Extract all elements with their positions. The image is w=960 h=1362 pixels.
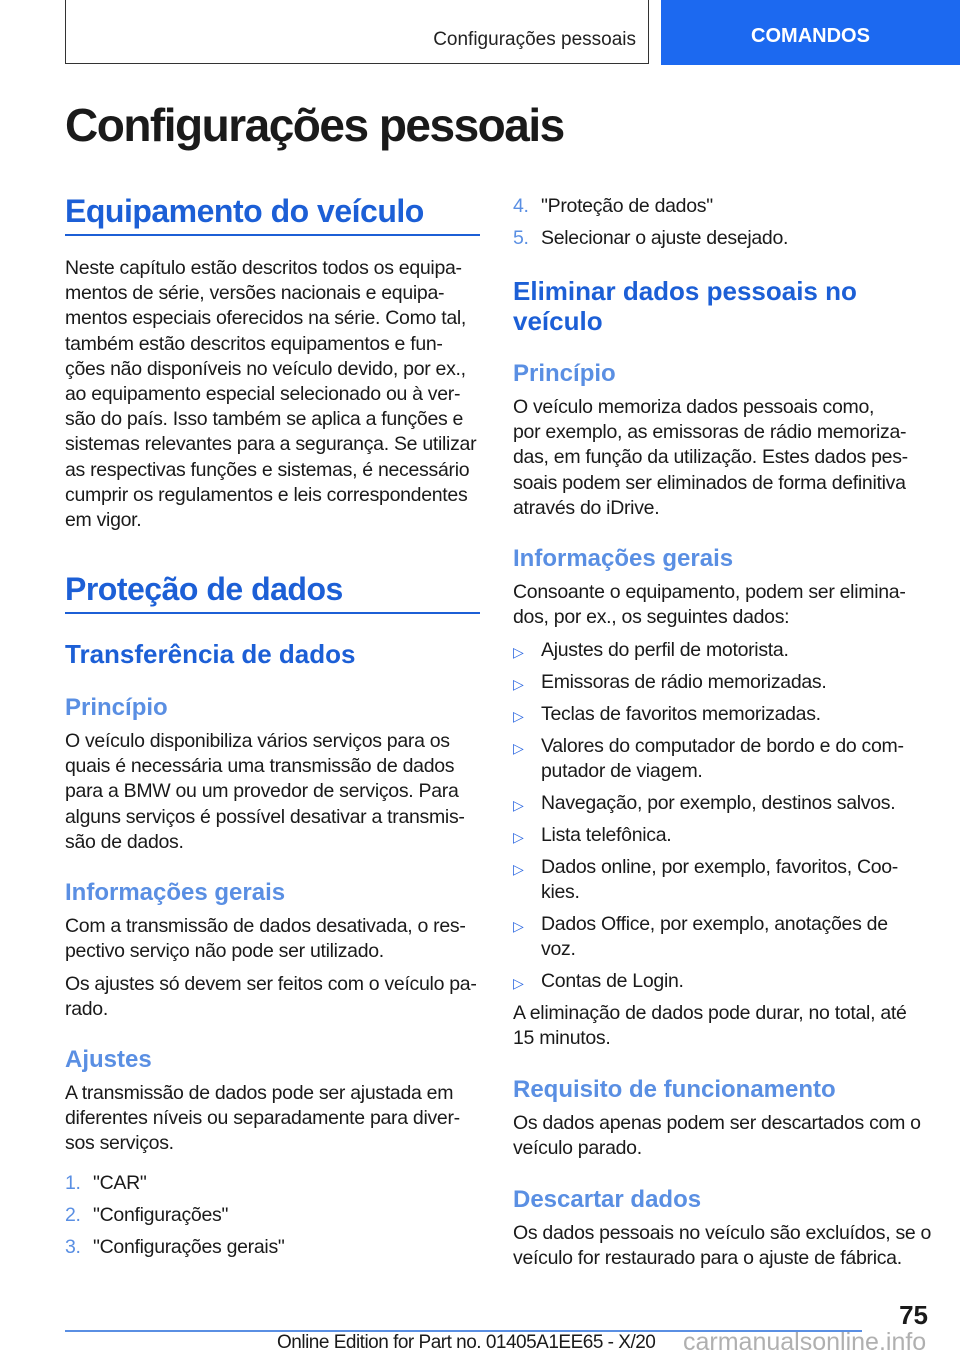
paragraph-duracao: A eliminação de dados pode durar, no total, até 15 minutos. — [513, 1002, 907, 1050]
paragraph-info-1: Com a transmissão de dados desativada, o res- pectivo serviço não pode ser utilizado. — [65, 915, 466, 963]
paragraph-principio: O veículo memoriza dados pessoais como, por exemplo, as emissoras de rádio memoriza- das, em função da utilização. Estes dados pes- soais podem ser eliminados de forma definitiva através do iDrive. — [513, 396, 908, 519]
heading-requisito: Requisito de funcionamento — [513, 1076, 836, 1103]
header-section-box — [65, 0, 649, 64]
triangle-bullet-icon: ▷ — [513, 708, 524, 724]
triangle-bullet-icon: ▷ — [513, 829, 524, 845]
bullet-text: Dados online, por exemplo, favoritos, Coo- kies. — [541, 856, 899, 904]
step-text: Selecionar o ajuste desejado. — [541, 227, 789, 249]
paragraph-equipamento: Neste capítulo estão descritos todos os equipa- mentos de série, versões nacionais e equipa- mentos especiais oferecidos na série. Como tal, também estão descritos equipamentos e fun- ções não disponíveis no veículo devido, por ex., ao equipamento especial selecionado ou à ver- são do país. Isso também se aplica a funções e sistemas relevantes para a segurança. Se utilizar as respectivas funções e sistemas, é necessário cumprir os regulamentos e leis correspondentes em vigor. — [65, 257, 477, 532]
paragraph-info-2: Os ajustes só devem ser feitos com o veículo pa- rado. — [65, 973, 477, 1021]
step-text: "Configurações gerais" — [93, 1236, 285, 1258]
triangle-bullet-icon: ▷ — [513, 975, 524, 991]
header-chapter-tab[interactable]: COMANDOS — [661, 0, 960, 65]
page-number: 75 — [899, 1300, 928, 1330]
triangle-bullet-icon: ▷ — [513, 861, 524, 877]
heading-rule — [65, 234, 480, 236]
triangle-bullet-icon: ▷ — [513, 918, 524, 934]
heading-protecao: Proteção de dados — [65, 571, 343, 607]
step-number: 5. — [513, 227, 529, 249]
triangle-bullet-icon: ▷ — [513, 644, 524, 660]
bullet-item — [513, 855, 933, 905]
heading-ajustes: Ajustes — [65, 1046, 152, 1073]
step-item — [65, 1171, 147, 1196]
bullet-text: Navegação, por exemplo, destinos salvos. — [541, 792, 896, 814]
heading-info-gerais: Informações gerais — [513, 545, 734, 572]
page-title: Configurações pessoais — [65, 99, 564, 151]
step-item — [513, 194, 713, 219]
triangle-bullet-icon: ▷ — [513, 740, 524, 756]
step-number: 4. — [513, 195, 529, 217]
step-number: 2. — [65, 1204, 81, 1226]
heading-principio: Princípio — [513, 360, 616, 387]
bullet-text: Dados Office, por exemplo, anotações de voz. — [541, 913, 888, 961]
heading-info-gerais: Informações gerais — [65, 879, 286, 906]
paragraph-requisito: Os dados apenas podem ser descartados com o veículo parado. — [513, 1112, 921, 1160]
header-section-title: Configurações pessoais — [433, 29, 636, 50]
paragraph-descartar: Os dados pessoais no veículo são excluídos, se o veículo for restaurado para o ajuste de fábrica. — [513, 1222, 932, 1270]
bullet-text: Ajustes do perfil de motorista. — [541, 639, 789, 661]
bullet-text: Valores do computador de bordo e do com- putador de viagem. — [541, 735, 904, 783]
bullet-item — [513, 912, 933, 962]
heading-rule — [65, 612, 480, 614]
paragraph-principio: O veículo disponibiliza vários serviços para os quais é necessária uma transmissão de dados para a BMW ou um provedor de serviços. Para alguns serviços é possível desativar a transmis- são de dados. — [65, 730, 465, 853]
bullet-item — [513, 734, 933, 784]
triangle-bullet-icon: ▷ — [513, 797, 524, 813]
heading-eliminar: Eliminar dados pessoais no veículo — [513, 276, 857, 336]
triangle-bullet-icon: ▷ — [513, 676, 524, 692]
step-item — [513, 226, 788, 251]
heading-transferencia: Transferência de dados — [65, 639, 356, 669]
footer-edition: Online Edition for Part no. 01405A1EE65 - X/20 — [277, 1332, 656, 1353]
step-item — [65, 1203, 228, 1228]
heading-equipamento: Equipamento do veículo — [65, 193, 424, 229]
bullet-text: Contas de Login. — [541, 970, 684, 992]
heading-principio: Princípio — [65, 694, 168, 721]
step-number: 3. — [65, 1236, 81, 1258]
step-text: "CAR" — [93, 1172, 147, 1194]
bullet-text: Emissoras de rádio memorizadas. — [541, 671, 827, 693]
step-item — [65, 1235, 285, 1260]
step-number: 1. — [65, 1172, 81, 1194]
heading-descartar: Descartar dados — [513, 1186, 702, 1213]
paragraph-info: Consoante o equipamento, podem ser elimina- dos, por ex., os seguintes dados: — [513, 581, 906, 629]
watermark: carmanualsonline.info — [683, 1328, 927, 1356]
paragraph-ajustes: A transmissão de dados pode ser ajustada em diferentes níveis ou separadamente para diver- sos serviços. — [65, 1082, 460, 1155]
step-text: "Proteção de dados" — [541, 195, 713, 217]
bullet-text: Lista telefônica. — [541, 824, 672, 846]
step-text: "Configurações" — [93, 1204, 229, 1226]
bullet-text: Teclas de favoritos memorizadas. — [541, 703, 821, 725]
